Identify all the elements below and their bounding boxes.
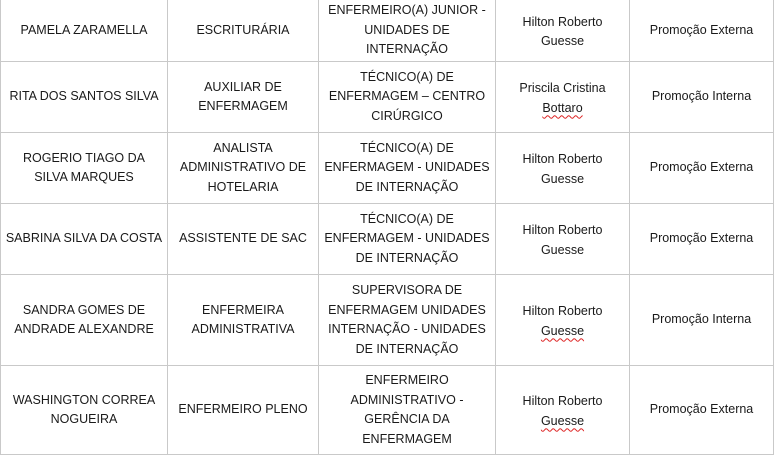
promotion-type: Promoção Externa [649,160,754,175]
target-line: TÉCNICO(A) DE [360,140,454,155]
promotion-type-cell [630,366,774,455]
target-line: DE INTERNAÇÃO [355,179,459,194]
employee-name-cell [1,204,168,275]
manager-line: Hilton Roberto [522,14,603,29]
name-line: ROGERIO TIAGO DA [22,150,145,165]
target-position-cell [319,204,496,275]
target-line: GERÊNCIA DA [364,412,450,426]
target-line: ENFERMEIRO [365,373,449,387]
manager-line: Guesse [540,323,585,338]
target-line: CIRÚRGICO [371,108,443,123]
target-position-cell [319,62,496,133]
promotion-type-cell [630,62,774,133]
promotion-type: Promoção Interna [651,89,752,104]
manager-line: Priscila Cristina [519,81,606,95]
current-role-cell [168,275,319,366]
current-role-cell [168,366,319,455]
manager-line: Hilton Roberto [522,304,603,318]
promotion-type-cell [630,275,774,366]
manager-line: Bottaro [542,100,583,115]
promotion-type-cell [630,133,774,204]
role-line: ASSISTENTE DE SAC [179,231,307,246]
manager-cell [496,275,630,366]
role-line: ESCRITURÁRIA [196,22,290,37]
name-line: SANDRA GOMES DE [22,302,146,317]
current-role-cell [168,0,319,62]
role-line: ADMINISTRATIVO DE [179,160,307,175]
promotion-type: Promoção Externa [649,402,754,417]
employee-name-cell [1,366,168,455]
table-row [1,133,774,204]
target-line: SUPERVISORA DE [351,283,463,297]
target-line: TÉCNICO(A) DE [360,69,454,84]
manager-cell [496,133,630,204]
target-line: ENFERMAGEM – CENTRO [328,89,486,104]
target-position-cell [319,0,496,62]
role-line: HOTELARIA [207,179,279,194]
name-line: SABRINA SILVA DA COSTA [5,231,163,246]
manager-line: Guesse [540,34,585,48]
role-line: ADMINISTRATIVA [191,322,295,336]
target-line: INTERNAÇÃO - UNIDADES [328,322,486,336]
name-line: WASHINGTON CORREA [12,392,156,407]
target-line: ENFERMAGEM - UNIDADES [324,160,490,175]
manager-cell [496,204,630,275]
target-line: DE INTERNAÇÃO [355,250,459,265]
name-line: ANDRADE ALEXANDRE [14,322,154,336]
manager-cell [496,62,630,133]
table-row [1,204,774,275]
current-role-cell [168,204,319,275]
manager-line: Guesse [540,171,585,186]
manager-cell [496,366,630,455]
target-line: ENFERMEIRO(A) JUNIOR - [328,3,486,18]
employee-name-cell [1,0,168,62]
employee-name-cell [1,62,168,133]
target-line: TÉCNICO(A) DE [360,211,454,226]
table-row [1,0,774,62]
target-line: ADMINISTRATIVO - [350,392,464,407]
manager-cell [496,0,630,62]
target-line: ENFERMAGEM [362,431,452,446]
role-line: ENFERMEIRO PLENO [178,402,308,417]
target-line: ENFERMAGEM - UNIDADES [324,231,490,246]
name-line: SILVA MARQUES [34,170,134,184]
table-row [1,366,774,455]
manager-line: Hilton Roberto [522,394,603,408]
manager-line: Hilton Roberto [522,223,603,237]
target-position-cell [319,366,496,455]
manager-line: Guesse [540,242,585,257]
target-position-cell [319,133,496,204]
role-line: ENFERMAGEM [198,99,288,113]
current-role-cell [168,62,319,133]
role-line: ENFERMEIRA [202,302,284,317]
manager-line: Guesse [540,413,585,428]
name-line: RITA DOS SANTOS SILVA [9,89,159,104]
name-line: NOGUEIRA [50,412,118,426]
promotion-type-cell [630,204,774,275]
current-role-cell [168,133,319,204]
promotion-type-cell [630,0,774,62]
name-line: PAMELA ZARAMELLA [20,22,148,37]
role-line: ANALISTA [213,140,273,155]
promotion-type: Promoção Externa [649,22,754,37]
manager-line: Hilton Roberto [522,152,603,166]
target-position-cell [319,275,496,366]
target-line: UNIDADES DE INTERNAÇÃO [364,22,450,57]
target-line: ENFERMAGEM UNIDADES [328,302,486,317]
table-row [1,62,774,133]
table-row [1,275,774,366]
employee-name-cell [1,275,168,366]
target-line: DE INTERNAÇÃO [355,341,459,356]
promotion-type: Promoção Externa [649,231,754,246]
employee-name-cell [1,133,168,204]
promotion-type: Promoção Interna [651,312,752,327]
role-line: AUXILIAR DE [204,79,282,94]
